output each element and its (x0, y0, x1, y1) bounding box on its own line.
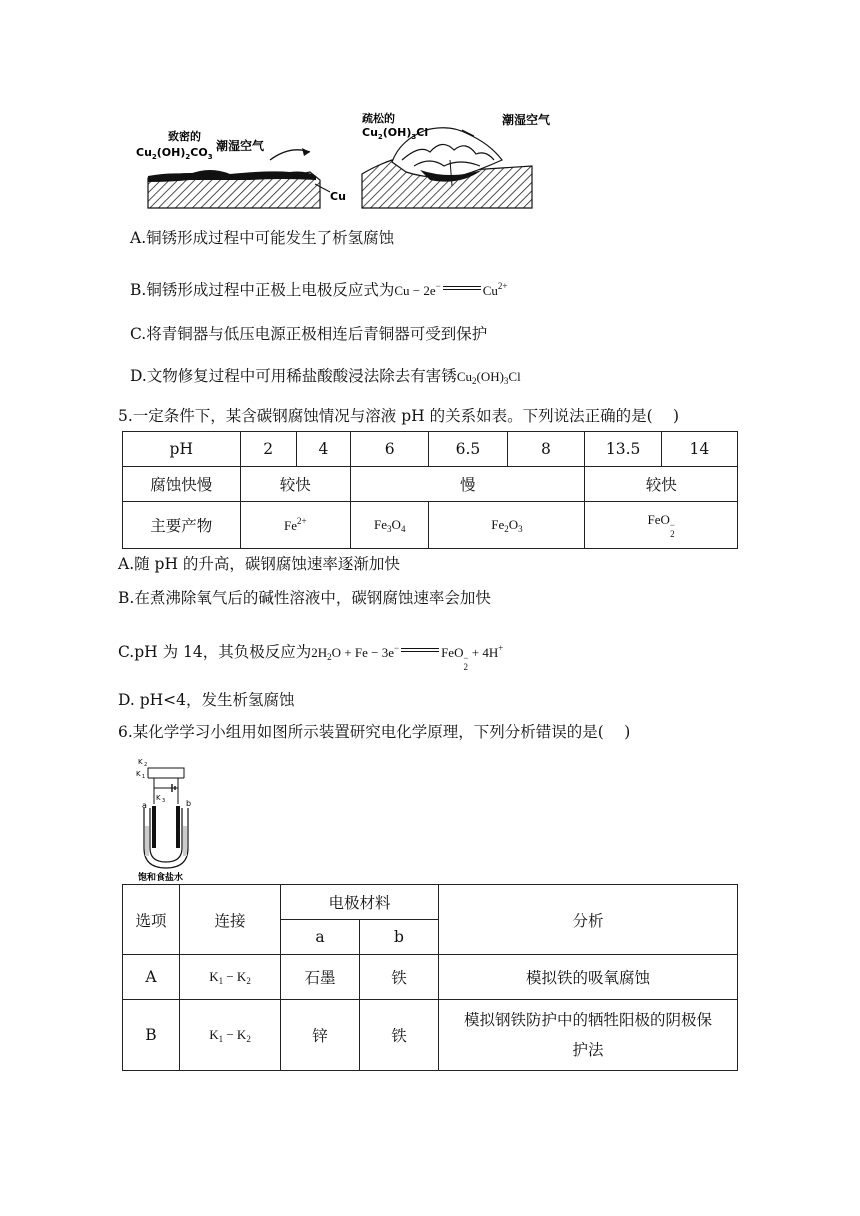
q5-table (122, 431, 738, 549)
q4-option-d-formula: $Cu_2(OH)_3Cl$ (456, 369, 521, 386)
q5-option-a: A.随 pH 的升高，碳钢腐蚀速率逐渐加快 (118, 555, 400, 573)
svg-text:K: K (138, 758, 143, 766)
svg-text:b: b (186, 799, 192, 808)
q6-stem: 6.某化学学习小组用如图所示装置研究电化学原理，下列分析错误的是( ) (118, 723, 631, 741)
left-label-dense: 致密的 (168, 130, 201, 143)
table-row: a b (123, 920, 738, 955)
svg-text:1: 1 (142, 774, 146, 780)
svg-text:3: 3 (162, 798, 166, 804)
q4-option-b (130, 276, 507, 301)
table-row: 选项 连接 电极材料 分析 (123, 885, 738, 920)
q5-option-c-equation: $2H_2O + Fe - 3e^-$ FeO − 2 + 4H+ (311, 643, 504, 672)
right-label-air: 潮湿空气 (502, 113, 550, 127)
q5-stem: 5.一定条件下，某含碳钢腐蚀情况与溶液 pH 的关系如表。下列说法正确的是( ) (118, 407, 680, 425)
svg-text:K: K (136, 770, 141, 778)
q5-option-d: D. pH<4，发生析氢腐蚀 (118, 691, 295, 709)
q4-option-a: A.铜锈形成过程中可能发生了析氢腐蚀 (130, 229, 395, 247)
table-row: B $K_1 - K_2$ 锌 铁 模拟钢铁防护中的牺牲阳极的阴极保 护法 (123, 1000, 738, 1071)
q4-option-b-text: B.铜锈形成过程中正极上电极反应式为 (130, 281, 395, 299)
u-tube-apparatus (134, 756, 214, 882)
q4-option-d: D.文物修复过程中可用稀盐酸酸浸法除去有害锈$Cu_2(OH)_3Cl$ (130, 367, 521, 386)
svg-text:a: a (142, 801, 147, 810)
q5-option-c: C.pH 为 14，其负极反应为$2H_2O + Fe - 3e^-$ FeO − 2 + 4H+ (118, 643, 504, 672)
q6-table (122, 884, 738, 1071)
q4-option-b-equation: Cu − 2e− $Cu^{2+}$ (394, 281, 508, 298)
svg-text:2: 2 (144, 762, 148, 768)
left-label-formula: $Cu_2(OH)_2CO_3$ (136, 146, 213, 161)
svg-text:K: K (156, 794, 161, 802)
table-row: A $K_1 - K_2$ 石墨 铁 模拟铁的吸氧腐蚀 (123, 955, 738, 1000)
svg-text:饱和食盐水: 饱和食盐水 (138, 873, 184, 882)
q4-option-c: C.将青铜器与低压电源正极相连后青铜器可受到保护 (130, 325, 488, 343)
q5-option-b: B.在煮沸除氧气后的碱性溶液中，碳钢腐蚀速率会加快 (118, 589, 491, 607)
table-row: 主要产物 $Fe^{2+}$ $Fe_3O_4$ $Fe_2O_3$ FeO − 2 (123, 502, 738, 549)
left-label-air: 潮湿空气 (216, 139, 265, 153)
cu-label: Cu (330, 190, 346, 203)
right-label-loose: 疏松的 (362, 112, 395, 125)
table-row: 腐蚀快慢 较快 慢 较快 (123, 467, 738, 502)
right-label-formula: $Cu_2(OH)_3Cl$ (362, 126, 429, 141)
copper-rust-figure (130, 100, 550, 215)
table-row: pH 2 4 6 6.5 8 13.5 14 (123, 432, 738, 467)
